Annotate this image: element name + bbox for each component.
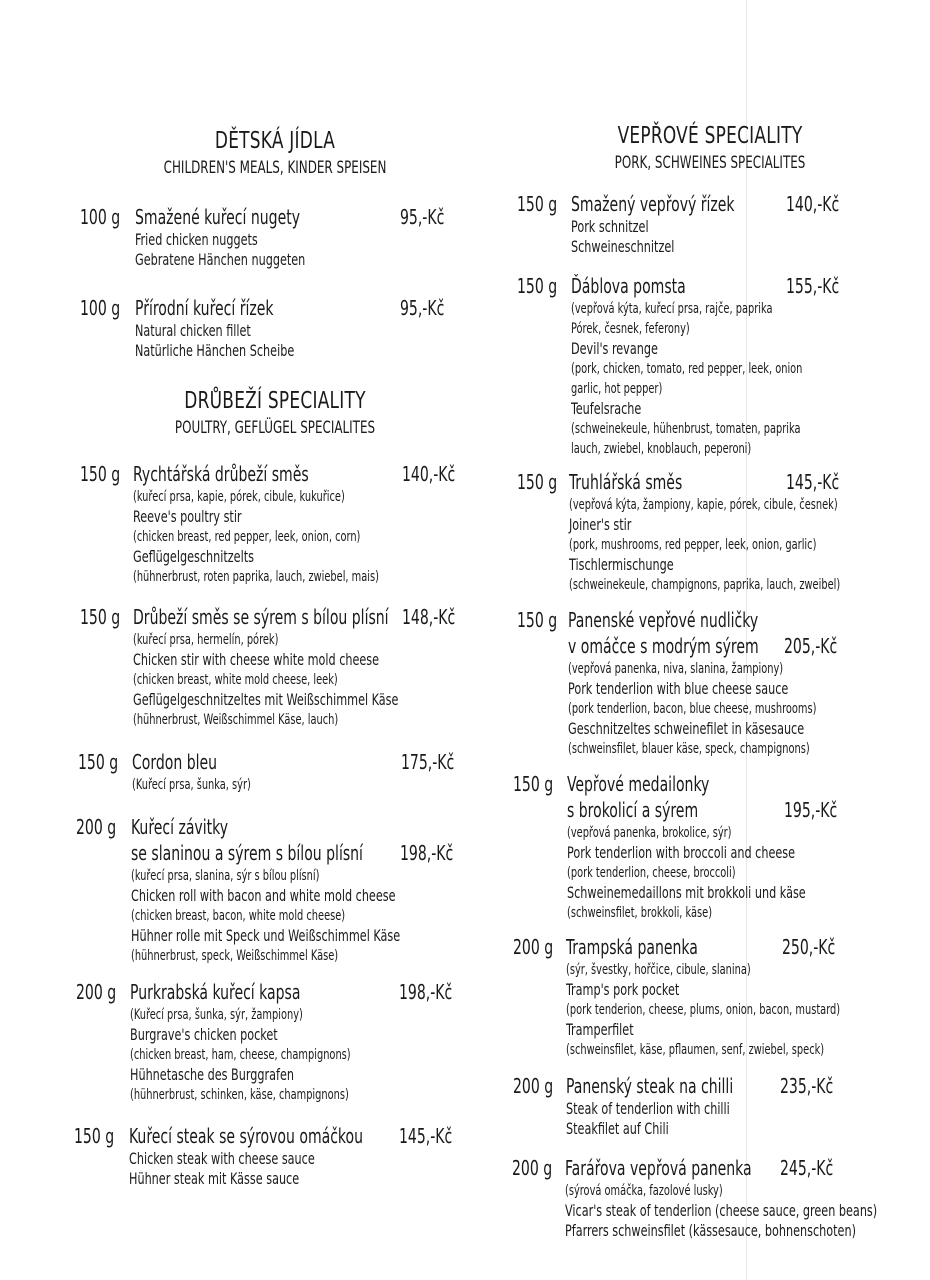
item-ingredients: (pork tenderlion, bacon, blue cheese, mushrooms) xyxy=(568,701,817,717)
item-ingredients: (schweinsfilet, brokkoli, käse) xyxy=(567,905,713,921)
item-price: 205,-Kč xyxy=(784,634,838,658)
item-name: Panenské vepřové nudličky xyxy=(568,608,759,632)
section-subtitle: PORK, SCHWEINES SPECIALITES xyxy=(614,153,806,173)
item-ingredients: (Kuřecí prsa, šunka, sýr) xyxy=(132,777,251,793)
item-weight: 100 g xyxy=(80,205,121,229)
item-ingredients: (kuřecí prsa, hermelín, pórek) xyxy=(133,632,279,648)
item-price: 195,-Kč xyxy=(784,798,838,822)
item-translation: Natural chicken fillet xyxy=(135,321,251,340)
item-ingredients: (chicken breast, white mold cheese, leek) xyxy=(133,672,338,688)
item-weight: 200 g xyxy=(512,1156,553,1180)
item-translation: Tischlermischunge xyxy=(569,555,674,574)
item-weight: 200 g xyxy=(76,815,117,839)
item-ingredients: (schweinekeule, champignons, paprika, lauch, zweibel) xyxy=(569,577,841,593)
item-ingredients: (chicken breast, ham, cheese, champignons) xyxy=(130,1047,351,1063)
item-name-continued: s brokolicí a sýrem xyxy=(567,798,699,822)
item-translation: Geschnitzeltes schweinefilet in käsesauce xyxy=(568,719,805,738)
item-ingredients: (hühnerbrust, schinken, käse, champignons) xyxy=(130,1087,349,1103)
item-ingredients: (chicken breast, bacon, white mold cheese) xyxy=(131,908,346,924)
section-title: DRŮBEŽÍ SPECIALITY xyxy=(184,388,366,414)
item-translation: Pork schnitzel xyxy=(571,217,649,236)
item-body xyxy=(571,192,781,257)
item-translation: Joiner's stir xyxy=(569,515,632,534)
section-pork-heading xyxy=(545,123,875,173)
item-ingredients: (vepřová panenka, niva, slanina, žampiony) xyxy=(568,661,784,677)
item-body xyxy=(566,1074,780,1139)
item-translation: Chicken roll with bacon and white mold cheese xyxy=(131,886,396,905)
item-body xyxy=(129,1124,429,1189)
item-name: Kuřecí steak se sýrovou omáčkou xyxy=(129,1124,363,1148)
item-translation: Schweinemedaillons mit brokkoli und käse xyxy=(567,883,806,902)
item-name: Drůbeží směs se sýrem s bílou plísní xyxy=(133,605,389,629)
item-translation: Tramp's pork pocket xyxy=(566,980,680,999)
item-weight: 100 g xyxy=(80,296,121,320)
item-translation: Pork tenderlion with blue cheese sauce xyxy=(568,679,789,698)
item-ingredients: (kuřecí prsa, slanina, sýr s bílou plísní) xyxy=(131,868,320,884)
item-ingredients: (chicken breast, red pepper, leek, onion, corn) xyxy=(133,529,361,545)
item-translation: Hühner steak mit Kässe sauce xyxy=(129,1169,300,1188)
item-translation: Geflügelgeschnitzeltes mit Weißschimmel Käse xyxy=(133,690,399,709)
item-translation: Hühnetasche des Burggrafen xyxy=(130,1065,295,1084)
item-name: Přírodní kuřecí řízek xyxy=(135,296,274,320)
item-ingredients: garlic, hot pepper) xyxy=(571,381,663,397)
item-price: 198,-Kč xyxy=(400,841,454,865)
section-title: DĚTSKÁ JÍDLA xyxy=(214,128,336,154)
item-body xyxy=(569,470,917,595)
item-price: 148,-Kč xyxy=(402,605,456,629)
item-weight: 200 g xyxy=(76,980,117,1004)
item-ingredients: lauch, zwiebel, knoblauch, peperoni) xyxy=(571,441,752,457)
item-body xyxy=(132,750,284,795)
item-ingredients: (schweinsfilet, käse, pflaumen, senf, zwiebel, speck) xyxy=(566,1042,825,1058)
item-price: 95,-Kč xyxy=(400,296,445,320)
item-ingredients: (pork, mushrooms, red pepper, leek, onion, garlic) xyxy=(569,537,817,553)
section-subtitle: POULTRY, GEFLÜGEL SPECIALITES xyxy=(174,418,376,438)
item-price: 145,-Kč xyxy=(399,1124,453,1148)
item-translation: Schweineschnitzel xyxy=(571,237,675,256)
item-translation: Steak of tenderlion with chilli xyxy=(566,1099,730,1118)
item-body xyxy=(130,980,413,1105)
item-weight: 150 g xyxy=(517,274,558,298)
item-name: Farářova vepřová panenka xyxy=(565,1156,752,1180)
item-body xyxy=(131,815,476,966)
item-ingredients: (pork tenderlion, cheese, broccoli) xyxy=(567,865,736,881)
item-price: 198,-Kč xyxy=(399,980,453,1004)
item-body xyxy=(567,772,873,923)
item-body xyxy=(135,205,353,270)
item-name: Smažený vepřový řízek xyxy=(571,192,735,216)
item-price: 140,-Kč xyxy=(402,462,456,486)
item-translation: Gebratene Hänchen nuggeten xyxy=(135,250,306,269)
item-ingredients: (sýr, švestky, hořčice, cibule, slanina) xyxy=(566,962,751,978)
item-translation: Fried chicken nuggets xyxy=(135,230,258,249)
item-ingredients: (schweinekeule, hühenbrust, tomaten, paprika xyxy=(571,421,801,437)
item-name: Purkrabská kuřecí kapsa xyxy=(130,980,301,1004)
item-translation: Chicken steak with cheese sauce xyxy=(129,1149,315,1168)
item-translation: Reeve's poultry stir xyxy=(133,507,242,526)
section-children-heading xyxy=(110,128,440,178)
item-translation: Hühner rolle mit Speck und Weißschimmel Käse xyxy=(131,926,401,945)
item-body xyxy=(568,608,886,759)
item-body xyxy=(566,935,917,1060)
item-ingredients: (pork, chicken, tomato, red pepper, leek, onion xyxy=(571,361,803,377)
item-price: 245,-Kč xyxy=(780,1156,834,1180)
item-weight: 150 g xyxy=(517,608,558,632)
item-translation: Devil's revange xyxy=(571,339,658,358)
item-weight: 200 g xyxy=(513,1074,554,1098)
item-ingredients: (pork tenderion, cheese, plums, onion, bacon, mustard) xyxy=(566,1002,841,1018)
item-name: Ďáblova pomsta xyxy=(571,274,686,298)
item-ingredients: (hühnerbrust, roten paprika, lauch, zwiebel, mais) xyxy=(133,569,379,585)
item-translation: Tramperfilet xyxy=(566,1020,634,1039)
item-translation: Natürliche Hänchen Scheibe xyxy=(135,341,295,360)
item-translation: Burgrave's chicken pocket xyxy=(130,1025,278,1044)
item-weight: 150 g xyxy=(80,605,121,629)
item-name: Panenský steak na chilli xyxy=(566,1074,734,1098)
item-name-continued: v omáčce s modrým sýrem xyxy=(568,634,759,658)
item-ingredients: (Kuřecí prsa, šunka, sýr, žampiony) xyxy=(130,1007,303,1023)
item-weight: 150 g xyxy=(517,470,558,494)
item-price: 140,-Kč xyxy=(786,192,840,216)
item-name: Kuřecí závitky xyxy=(131,815,229,839)
item-ingredients: (vepřová panenka, brokolice, sýr) xyxy=(567,825,732,841)
section-subtitle: CHILDREN'S MEALS, KINDER SPEISEN xyxy=(163,158,387,178)
item-translation: Pfarrers schweinsfilet (kässesauce, bohnenschoten) xyxy=(565,1221,856,1240)
item-name: Smažené kuřecí nugety xyxy=(135,205,301,229)
item-weight: 150 g xyxy=(517,192,558,216)
item-weight: 150 g xyxy=(80,462,121,486)
item-price: 145,-Kč xyxy=(786,470,840,494)
item-ingredients: (vepřová kýta, kuřecí prsa, rajče, paprika xyxy=(571,301,773,317)
item-ingredients: Pórek, česnek, feferony) xyxy=(571,321,690,337)
item-translation: Geflügelgeschnitzelts xyxy=(133,547,254,566)
item-ingredients: (hühnerbrust, speck, Weißschimmel Käse) xyxy=(131,948,339,964)
item-name-continued: se slaninou a sýrem s bílou plísní xyxy=(131,841,363,865)
item-name: Cordon bleu xyxy=(132,750,218,774)
section-poultry-heading xyxy=(110,388,440,438)
item-translation: Vicar's steak of tenderlion (cheese sauce, green beans) xyxy=(565,1201,878,1220)
item-price: 155,-Kč xyxy=(786,274,840,298)
item-name: Vepřové medailonky xyxy=(567,772,710,796)
item-translation: Chicken stir with cheese white mold cheese xyxy=(133,650,380,669)
item-price: 95,-Kč xyxy=(400,205,445,229)
item-ingredients: (hühnerbrust, Weißschimmel Käse, lauch) xyxy=(133,712,339,728)
item-name: Trampská panenka xyxy=(566,935,698,959)
item-price: 250,-Kč xyxy=(782,935,836,959)
item-price: 175,-Kč xyxy=(401,750,455,774)
item-weight: 150 g xyxy=(74,1124,115,1148)
item-ingredients: (kuřecí prsa, kapie, pórek, cibule, kukuřice) xyxy=(133,489,345,505)
item-price: 235,-Kč xyxy=(780,1074,834,1098)
section-title: VEPŘOVÉ SPECIALITY xyxy=(617,123,803,149)
item-ingredients: (vepřová kýta, žampiony, kapie, pórek, cibule, česnek) xyxy=(569,497,838,513)
item-name: Truhlářská směs xyxy=(569,470,683,494)
item-ingredients: (sýrová omáčka, fazolové lusky) xyxy=(565,1183,723,1199)
item-translation: Teufelsrache xyxy=(571,399,642,418)
item-weight: 150 g xyxy=(78,750,119,774)
item-body xyxy=(571,274,868,459)
item-name: Rychtářská drůbeží směs xyxy=(133,462,309,486)
item-weight: 150 g xyxy=(513,772,554,796)
item-weight: 200 g xyxy=(513,935,554,959)
item-translation: Steakfilet auf Chili xyxy=(566,1119,669,1138)
item-ingredients: (schweinsfilet, blauer käse, speck, champignons) xyxy=(568,741,810,757)
item-translation: Pork tenderlion with broccoli and cheese xyxy=(567,843,796,862)
item-body xyxy=(565,1156,930,1241)
item-body xyxy=(135,296,339,361)
